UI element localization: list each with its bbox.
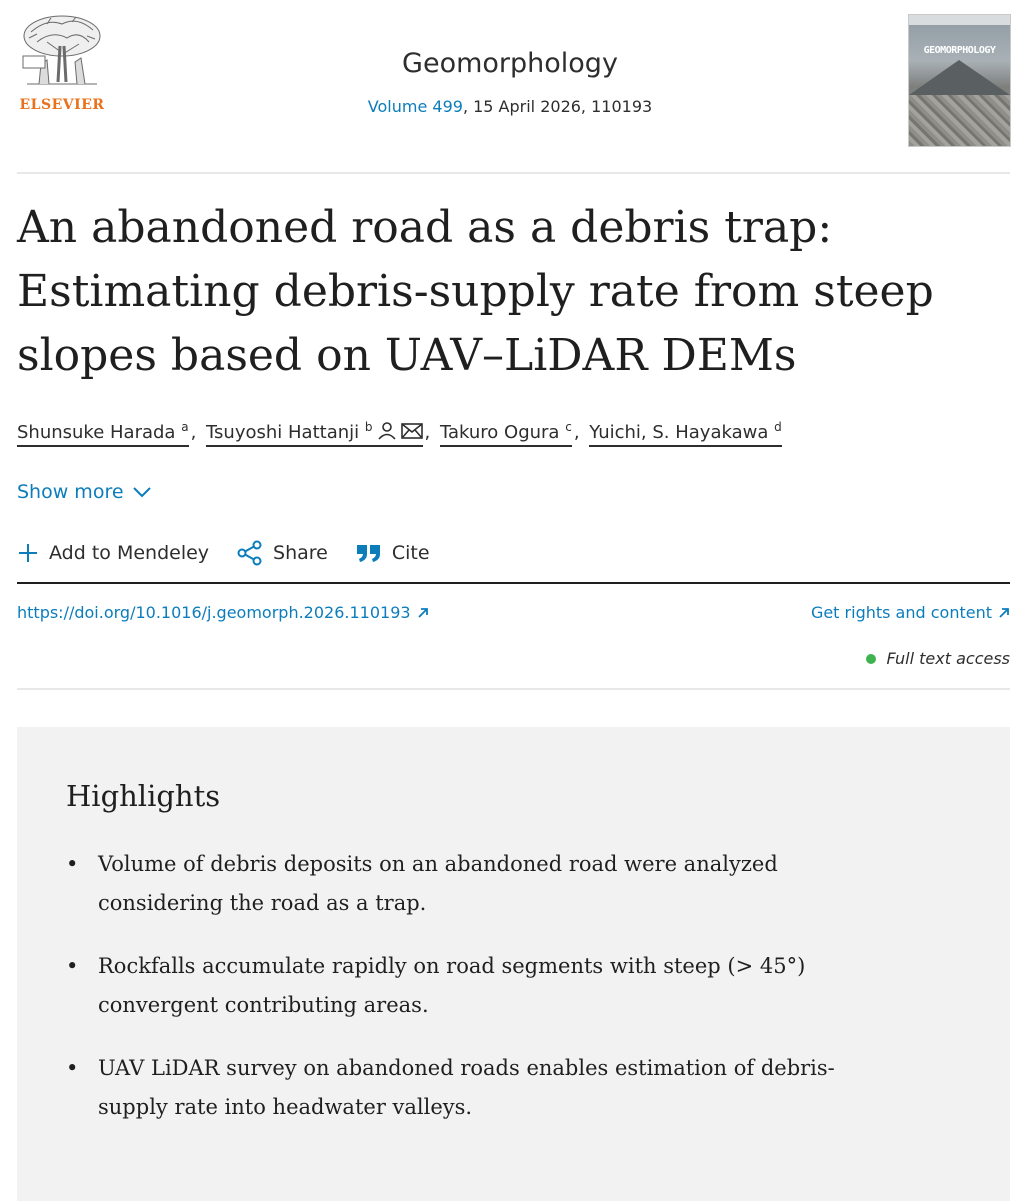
cover-title: GEOMORPHOLOGY bbox=[923, 45, 996, 56]
add-to-mendeley-button[interactable] bbox=[17, 538, 209, 568]
highlights-list bbox=[66, 845, 866, 1151]
cover-rocks bbox=[909, 95, 1010, 146]
list-item: • Rockfalls accumulate rapidly on road segments with steep (> 45°) convergent contributing areas. bbox=[66, 954, 806, 1017]
article-header bbox=[0, 0, 1024, 172]
rights-link[interactable] bbox=[811, 603, 1010, 622]
share-label: Share bbox=[273, 542, 328, 564]
list-item: • Volume of debris deposits on an abandoned road were analyzed considering the road as a trap. bbox=[66, 852, 778, 915]
plus-icon bbox=[17, 542, 39, 564]
highlights-section bbox=[17, 727, 1010, 1201]
share-button[interactable] bbox=[237, 538, 328, 568]
chevron-down-icon bbox=[132, 485, 152, 499]
author-list: Shunsuke Harada $^a$ , Tsuyoshi Hattanji $^b$ , Takuro Ogura $^c$ , Yuichi, S. Hayakawa $^d$ bbox=[17, 420, 1007, 445]
share-icon bbox=[237, 540, 263, 566]
doi-text: https://doi.org/10.1016/j.geomorph.2026.110193 bbox=[17, 603, 411, 622]
access-dot-icon bbox=[866, 654, 876, 664]
author-link[interactable]: Shunsuke Harada $^a$ bbox=[17, 422, 189, 447]
cover-mountain bbox=[909, 60, 1010, 95]
external-link-arrow-icon bbox=[998, 607, 1010, 619]
cite-button[interactable] bbox=[356, 538, 430, 568]
volume-link[interactable]: Volume 499 bbox=[367, 97, 463, 116]
journal-title[interactable]: Geomorphology bbox=[402, 48, 618, 79]
external-link-arrow-icon bbox=[417, 607, 429, 619]
quote-icon bbox=[356, 543, 382, 563]
article-title: An abandoned road as a debris trap: Estimating debris-supply rate from steep slopes based on UAV–LiDAR DEMs bbox=[17, 202, 934, 381]
author-link[interactable]: Yuichi, S. Hayakawa $^d$ bbox=[589, 422, 781, 447]
article-toolbar bbox=[17, 538, 1010, 584]
cite-label: Cite bbox=[391, 542, 430, 564]
divider bbox=[17, 172, 1010, 174]
issue-date: , 15 April 2026, 110193 bbox=[462, 97, 653, 116]
access-status bbox=[866, 649, 1010, 668]
highlights-heading: Highlights bbox=[66, 779, 221, 813]
tree-icon bbox=[17, 12, 107, 94]
author-link[interactable]: Tsuyoshi Hattanji $^b$ bbox=[206, 422, 422, 447]
issue-info bbox=[300, 97, 720, 116]
author-link[interactable]: Takuro Ogura $^c$ bbox=[440, 422, 572, 447]
show-more-button[interactable] bbox=[17, 481, 152, 503]
cover-band bbox=[909, 15, 1010, 25]
mendeley-label: Add to Mendeley bbox=[49, 542, 210, 564]
publisher-name: ELSEVIER bbox=[19, 97, 105, 113]
journal-cover[interactable] bbox=[908, 14, 1011, 147]
publisher-logo[interactable] bbox=[17, 12, 107, 117]
divider bbox=[17, 688, 1010, 690]
show-more-label: Show more bbox=[17, 481, 124, 503]
access-label: Full text access bbox=[886, 649, 1010, 668]
rights-text: Get rights and content bbox=[810, 603, 992, 622]
envelope-icon bbox=[401, 423, 423, 444]
doi-link[interactable] bbox=[17, 603, 429, 622]
person-icon bbox=[377, 422, 397, 445]
list-item: • UAV LiDAR survey on abandoned roads enables estimation of debris-supply rate into headwater valleys. bbox=[66, 1056, 835, 1119]
